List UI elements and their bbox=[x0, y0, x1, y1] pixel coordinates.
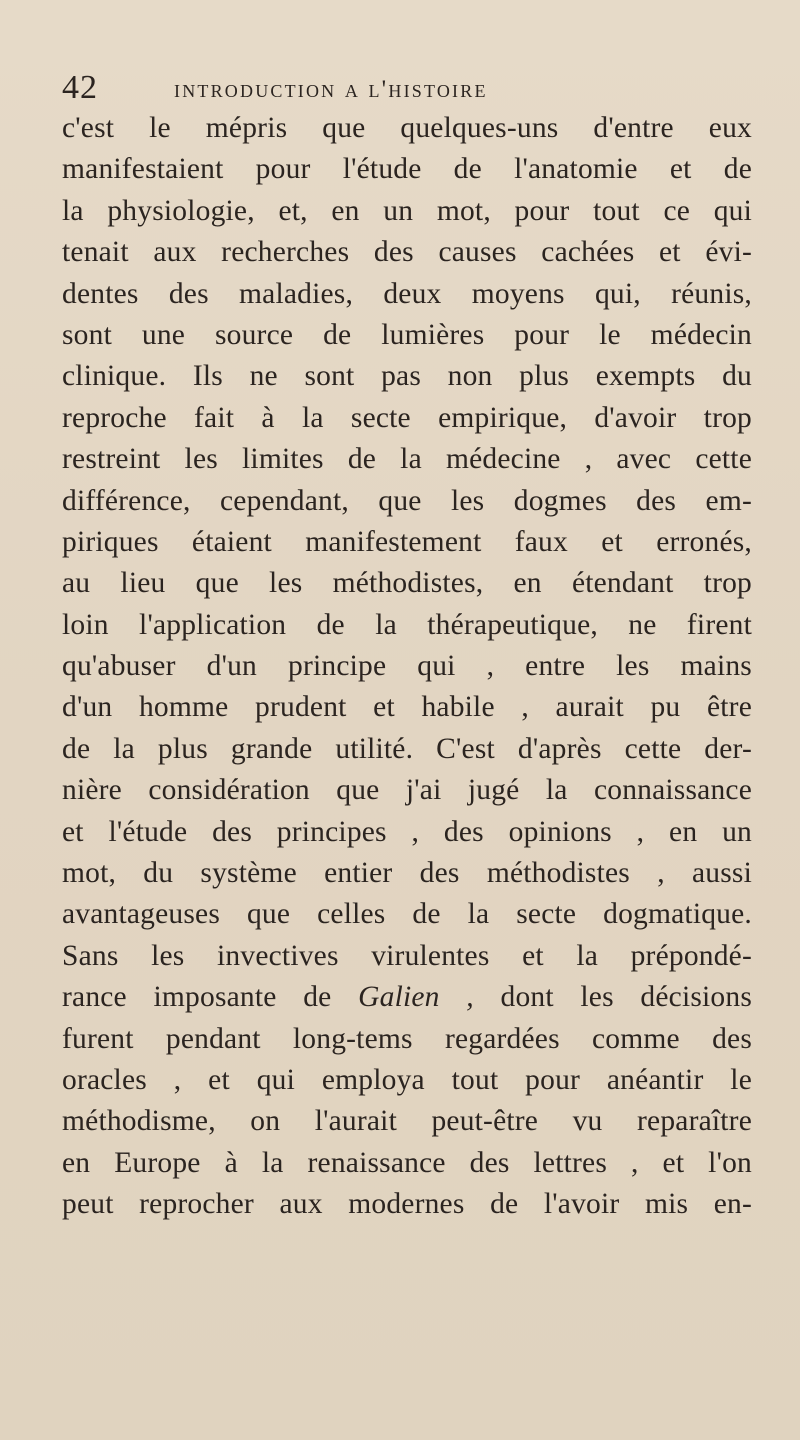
text-line: reproche fait à la secte empirique, d'avoir trop bbox=[62, 401, 752, 434]
text-line: de la plus grande utilité. C'est d'après cette der- bbox=[62, 732, 752, 765]
body-text bbox=[62, 108, 752, 1226]
text-line: avantageuses que celles de la secte dogmatique. bbox=[62, 898, 752, 931]
text-line: différence, cependant, que les dogmes des em- bbox=[62, 484, 752, 517]
text-line: oracles , et qui employa tout pour anéantir le bbox=[62, 1063, 752, 1096]
text-line: dentes des maladies, deux moyens qui, réunis, bbox=[62, 277, 752, 310]
text-line: d'un homme prudent et habile , aurait pu être bbox=[62, 691, 752, 724]
text-line: loin l'application de la thérapeutique, ne firent bbox=[62, 608, 752, 641]
text-line: méthodisme, on l'aurait peut-être vu reparaître bbox=[62, 1105, 752, 1138]
text-line-with-name bbox=[62, 977, 752, 1018]
text-segment: dont les décisions bbox=[500, 981, 753, 1014]
text-line: qu'abuser d'un principe qui , entre les mains bbox=[62, 650, 752, 683]
text-line: au lieu que les méthodistes, en étendant trop bbox=[62, 567, 752, 600]
running-title: introduction a l'histoire bbox=[174, 76, 488, 103]
text-line: tenait aux recherches des causes cachées et évi- bbox=[62, 236, 752, 269]
text-line: peut reprocher aux modernes de l'avoir mis en- bbox=[62, 1188, 752, 1221]
page-number: 42 bbox=[62, 69, 98, 106]
text-line: restreint les limites de la médecine , avec cette bbox=[62, 443, 752, 476]
text-segment: rance imposante de bbox=[62, 981, 332, 1014]
text-line: nière considération que j'ai jugé la connaissance bbox=[62, 774, 752, 807]
text-line: la physiologie, et, en un mot, pour tout ce qui bbox=[62, 194, 752, 227]
text-line: piriques étaient manifestement faux et erronés, bbox=[62, 525, 752, 558]
text-line: mot, du système entier des méthodistes , aussi bbox=[62, 857, 752, 890]
text-line: en Europe à la renaissance des lettres , et l'on bbox=[62, 1146, 752, 1179]
text-line: Sans les invectives virulentes et la prépondé- bbox=[62, 939, 752, 972]
text-line: sont une source de lumières pour le médecin bbox=[62, 318, 752, 351]
text-line: manifestaient pour l'étude de l'anatomie et de bbox=[62, 153, 752, 186]
running-head bbox=[62, 68, 742, 108]
text-line: c'est le mépris que quelques-uns d'entre eux bbox=[62, 112, 752, 144]
text-line: et l'étude des principes , des opinions , en un bbox=[62, 815, 752, 848]
text-line: furent pendant long-tems regardées comme des bbox=[62, 1022, 752, 1055]
text-line: clinique. Ils ne sont pas non plus exempts du bbox=[62, 360, 752, 393]
italic-name-galien: Galien , bbox=[358, 981, 474, 1014]
